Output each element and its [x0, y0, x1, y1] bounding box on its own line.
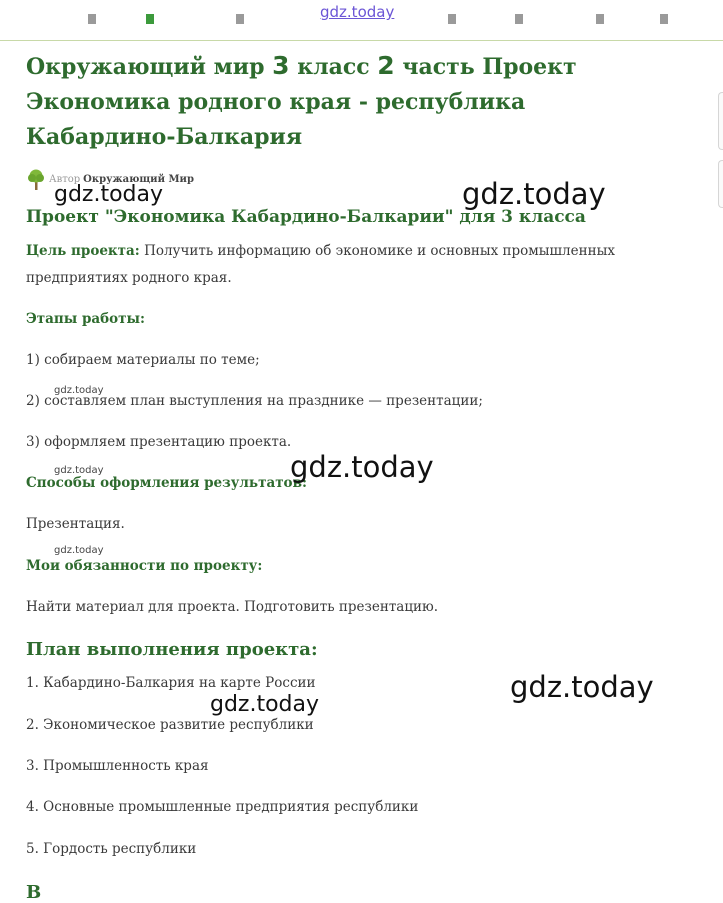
- goal-line-2: предприятиях родного края.: [26, 270, 232, 286]
- watermark: gdz.today: [54, 182, 164, 207]
- watermark: gdz.today: [510, 670, 654, 704]
- plan-heading: План выполнения проекта:: [26, 639, 318, 660]
- nav-icon[interactable]: [448, 14, 456, 24]
- site-logo-link[interactable]: gdz.today: [320, 3, 395, 21]
- side-tab[interactable]: [718, 92, 723, 150]
- top-navigation-bar: [0, 0, 723, 41]
- watermark: gdz.today: [54, 385, 104, 396]
- duties-value: Найти материал для проекта. Подготовить презентацию.: [26, 599, 439, 615]
- list-item: 1. Кабардино-Балкария на карте России: [26, 675, 316, 691]
- methods-value: Презентация.: [26, 516, 125, 532]
- nav-icon[interactable]: [236, 14, 244, 24]
- author-prefix: Автор: [49, 173, 81, 185]
- next-heading-cut: В: [26, 882, 42, 903]
- list-item: 1) собираем материалы по теме;: [26, 352, 260, 368]
- goal-line-1: Цель проекта: Получить информацию об экономике и основных промышленных: [26, 243, 615, 259]
- watermark: gdz.today: [290, 450, 434, 484]
- project-subtitle: Проект "Экономика Кабардино-Балкарии" для 3 класса: [26, 207, 586, 227]
- nav-icon[interactable]: [596, 14, 604, 24]
- list-item: 3. Промышленность края: [26, 758, 209, 774]
- watermark: gdz.today: [210, 692, 320, 717]
- stages-label: Этапы работы:: [26, 311, 146, 327]
- list-item: 2. Экономическое развитие республики: [26, 717, 314, 733]
- list-item: 3) оформляем презентацию проекта.: [26, 434, 292, 450]
- author-name[interactable]: Окружающий Мир: [83, 173, 194, 185]
- list-item: 4. Основные промышленные предприятия республики: [26, 799, 419, 815]
- side-tab[interactable]: [718, 160, 723, 208]
- list-item: 5. Гордость республики: [26, 841, 197, 857]
- nav-icon[interactable]: [88, 14, 96, 24]
- watermark: gdz.today: [462, 177, 606, 211]
- nav-icon[interactable]: [660, 14, 668, 24]
- watermark: gdz.today: [54, 545, 104, 556]
- list-item: 2) составляем план выступления на празднике — презентации;: [26, 393, 483, 409]
- duties-label: Мои обязанности по проекту:: [26, 558, 263, 574]
- methods-label: Способы оформления результатов:: [26, 475, 307, 491]
- tree-icon: [26, 168, 46, 190]
- nav-icon[interactable]: [515, 14, 523, 24]
- page-title: Окружающий мир 3 класс 2 часть Проект Экономика родного края - республика Кабардино-Балкария: [26, 51, 577, 150]
- watermark: gdz.today: [54, 465, 104, 476]
- nav-icon-green[interactable]: [146, 14, 154, 24]
